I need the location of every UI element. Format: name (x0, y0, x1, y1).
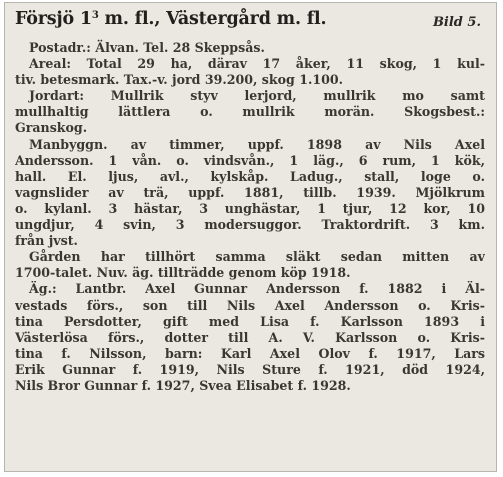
text-line: Areal: Total 29 ha, därav 17 åker, 11 skog, 1 kul- (29, 56, 485, 72)
title-main: Försjö 1 (15, 9, 92, 29)
text-line: Erik Gunnar f. 1919, Nils Sture f. 1921, död 1924, (15, 361, 485, 377)
paragraph (15, 88, 485, 136)
text-line: tina f. Nilsson, barn: Karl Axel Olov f. 1917, Lars (15, 345, 485, 361)
text-line: tiv. betesmark. Tax.-v. jord 39.200, skog 1.100. (15, 72, 344, 88)
title-superscript: 3 (91, 10, 99, 21)
text-line: mullhaltig lättlera o. mullrik morän. Skogsbest.: (15, 104, 485, 120)
text-line: ungdjur, 4 svin, 3 modersuggor. Traktordrift. 3 km. (15, 217, 485, 233)
paragraph (15, 249, 485, 281)
text-line: vagnslider av trä, uppf. 1881, tillb. 1939. Mjölkrum (15, 184, 485, 200)
text-line: Västerlösa förs., dotter till A. V. Karlsson o. Kris- (15, 329, 485, 345)
text-line: Postadr.: Älvan. Tel. 28 Skeppsås. (29, 40, 265, 55)
text-line: hall. El. ljus, avl., kylskåp. Ladug., stall, loge o. (15, 168, 485, 184)
document-body (15, 40, 485, 394)
document-scan (4, 2, 497, 472)
text-line: från jvst. (15, 233, 78, 249)
text-line: Äg.: Lantbr. Axel Gunnar Andersson f. 1882 i Äl- (29, 281, 485, 297)
paragraph (15, 56, 485, 88)
text-line: Granskog. (15, 120, 88, 136)
title-rest: m. fl., Västergård m. fl. (98, 9, 327, 29)
paragraph (15, 40, 485, 56)
text-line: Nils Bror Gunnar f. 1927, Svea Elisabet f. 1928. (15, 377, 351, 393)
text-line: Jordart: Mullrik styv lerjord, mullrik mo samt (29, 88, 485, 104)
image-reference-label: Bild 5. (432, 15, 481, 30)
page-title (15, 9, 326, 29)
text-line: tina Persdotter, gift med Lisa f. Karlsson 1893 i (15, 313, 485, 329)
text-line: o. kylanl. 3 hästar, 3 unghästar, 1 tjur, 12 kor, 10 (15, 200, 485, 216)
paragraph (15, 137, 485, 250)
text-line: Gården har tillhört samma släkt sedan mitten av (29, 249, 485, 265)
text-line: 1700-talet. Nuv. äg. tillträdde genom köp 1918. (15, 265, 351, 281)
paragraph (15, 281, 485, 394)
text-line: Andersson. 1 vån. o. vindsvån., 1 läg., 6 rum, 1 kök, (15, 152, 485, 168)
text-line: vestads förs., son till Nils Axel Andersson o. Kris- (15, 297, 485, 313)
text-line: Manbyggn. av timmer, uppf. 1898 av Nils Axel (29, 136, 485, 152)
